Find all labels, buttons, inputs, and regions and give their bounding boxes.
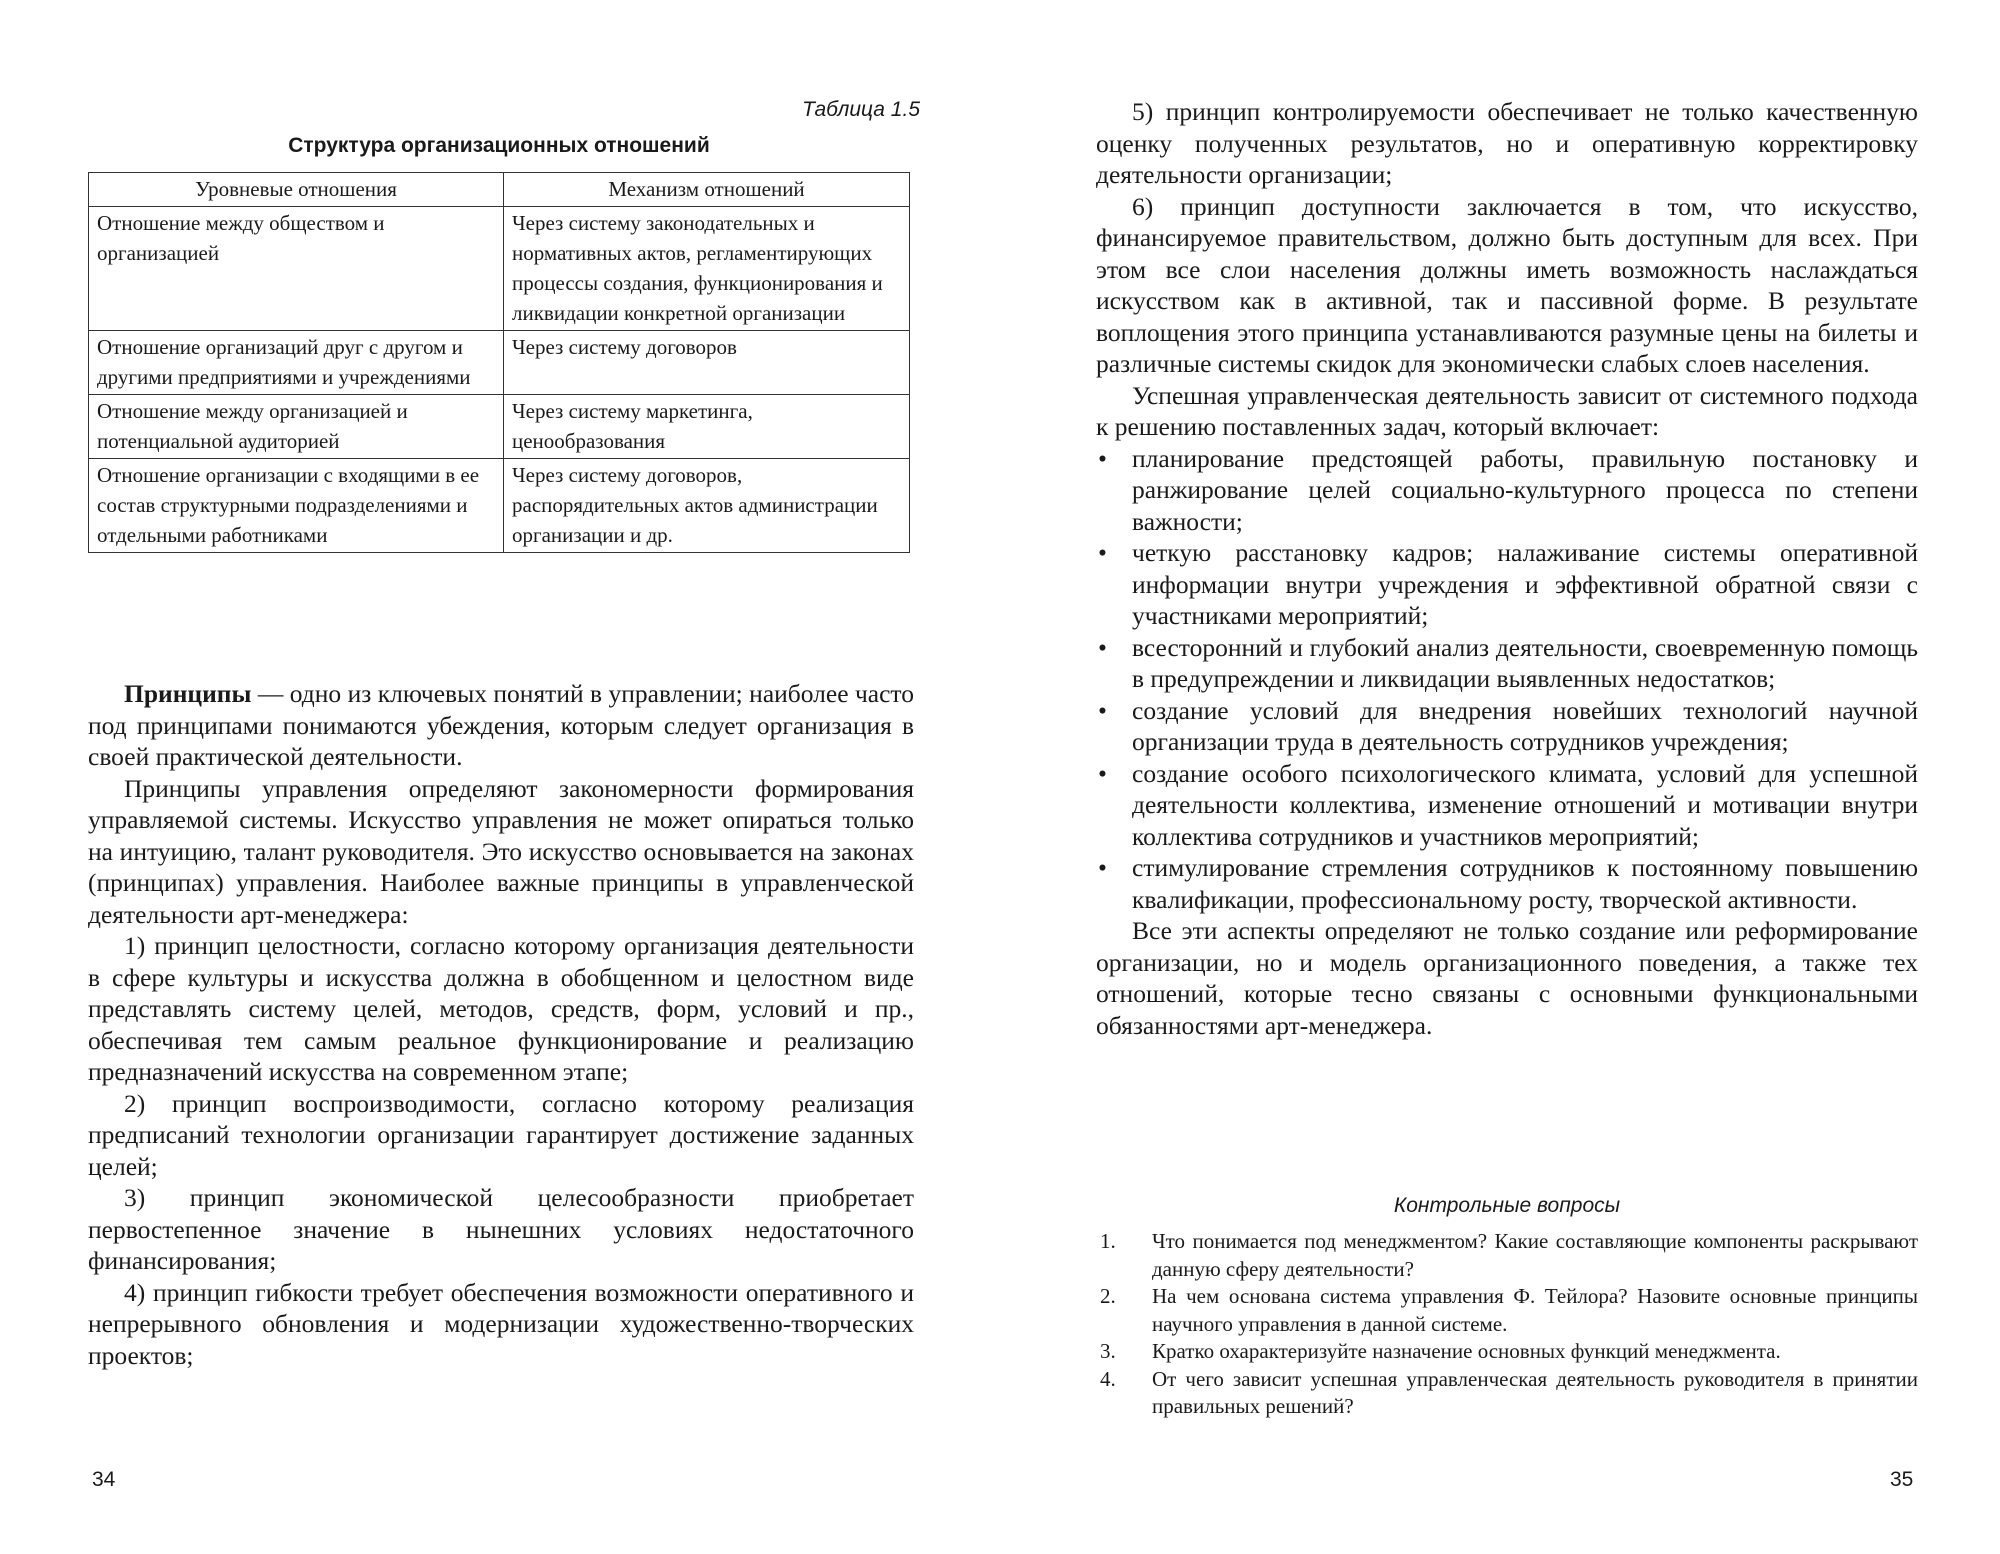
question-number: 3. — [1100, 1339, 1116, 1363]
list-item — [1096, 695, 1918, 758]
list-item-text: всесторонний и глубокий анализ деятельности, своевременную помощь в предупреждении и ликвидации выявленных недостатков; — [1132, 632, 1918, 693]
question-item — [1096, 1366, 1918, 1421]
question-number: 2. — [1100, 1284, 1116, 1308]
list-item-text: четкую расстановку кадров; налаживание системы оперативной информации внутри учреждения и эффективной обратной связи с участниками мероприятий; — [1132, 538, 1918, 630]
bullet-icon: • — [1098, 853, 1107, 882]
table-cell: Через систему маркетинга, ценообразования — [504, 395, 910, 459]
org-relations-table — [88, 172, 910, 553]
body-paragraph: Принципы управления определяют закономерности формирования управляемой системы. Искусство управления не может опираться только на интуицию, талант руководителя. Это искусство основывается на законах (принципах) управления. Наиболее важные принципы в управленческой деятельности арт-менеджера: — [88, 773, 914, 929]
table-cell: Отношение организаций друг с другом и другими предприятиями и учреждениями — [89, 331, 504, 395]
approach-bullet-list — [1096, 443, 1918, 916]
table-row — [89, 459, 910, 553]
bullet-icon: • — [1098, 758, 1107, 788]
list-item-text: стимулирование стремления сотрудников к постоянному повышению квалификации, профессиональному росту, творческой активности. — [1132, 853, 1918, 914]
question-number: 4. — [1100, 1366, 1116, 1391]
body-paragraph: Успешная управленческая деятельность зависит от системного подхода к решению поставленных задач, который включает: — [1096, 380, 1918, 441]
principles-paragraph — [88, 678, 914, 773]
body-paragraph: 3) принцип экономической целесообразности приобретает первостепенное значение в нынешних условиях недостаточного финансирования; — [88, 1183, 914, 1275]
right-page — [1000, 0, 2000, 1554]
table-header-cell: Механизм отношений — [504, 173, 910, 207]
list-item-text: планирование предстоящей работы, правильную постановку и ранжирование целей социально-культурного процесса по степени важности; — [1132, 443, 1918, 536]
body-paragraph: 1) принцип целостности, согласно которому организация деятельности в сфере культуры и искусства должна в обобщенном и целостном виде представлять систему целей, методов, средств, форм, условий и пр., обеспечивая тем самым реальное функционирование и реализацию предназначений искусства на современном этапе; — [88, 931, 914, 1086]
left-body-text — [88, 678, 914, 1371]
table-caption: Таблица 1.5 — [802, 98, 920, 121]
list-item — [1096, 537, 1918, 632]
table-row — [89, 207, 910, 331]
list-item — [1096, 758, 1918, 853]
table-cell: Через систему договоров, распорядительных актов администрации организации и др. — [504, 459, 910, 553]
bullet-icon: • — [1098, 632, 1107, 662]
list-item-text: создание особого психологического климата, условий для успешной деятельности коллектива, изменение отношений и мотивации внутри коллектива сотрудников и участников мероприятий; — [1132, 758, 1918, 851]
table-cell: Отношение организации с входящими в ее состав структурными подразделениями и отдельными работниками — [89, 459, 504, 553]
principles-definition: — одно из ключевых понятий в управлении; наиболее часто под принципами понимаются убеждения, которым следует организация в своей практической деятельности. — [88, 679, 914, 771]
table-cell: Отношение между обществом и организацией — [89, 207, 504, 331]
bullet-icon: • — [1098, 538, 1107, 567]
body-paragraph: 6) принцип доступности заключается в том, что искусство, финансируемое правительством, должно быть доступным для всех. При этом все слои населения должны иметь возможность наслаждаться искусством как в активной, так и пассивной форме. В результате воплощения этого принципа устанавливаются разумные цены на билеты и различные системы скидок для экономически слабых слоев населения. — [1096, 191, 1918, 378]
questions-title: Контрольные вопросы — [1393, 1194, 1621, 1217]
question-text: Что понимается под менеджментом? Какие составляющие компоненты раскрывают данную сферу деятельности? — [1152, 1229, 1918, 1281]
question-item — [1096, 1338, 1918, 1366]
table-header-cell: Уровневые отношения — [89, 173, 504, 207]
question-text: От чего зависит успешная управленческая деятельность руководителя в принятии правильных решений? — [1152, 1366, 1918, 1418]
table-cell: Через систему законодательных и нормативных актов, регламентирующих процессы создания, функционирования и ликвидации конкретной организации — [504, 207, 910, 331]
table-cell: Через систему договоров — [504, 331, 910, 395]
list-item-text: создание условий для внедрения новейших технологий научной организации труда в деятельность сотрудников учреждения; — [1132, 695, 1918, 756]
questions-list — [1096, 1228, 1918, 1421]
page-number: 35 — [1890, 1468, 1914, 1491]
body-paragraph: 4) принцип гибкости требует обеспечения возможности оперативного и непрерывного обновления и модернизации художественно-творческих проектов; — [88, 1277, 914, 1370]
principles-term: Принципы — [124, 679, 252, 708]
question-text: Кратко охарактеризуйте назначение основных функций менеджмента. — [1152, 1339, 1781, 1363]
body-paragraph: 2) принцип воспроизводимости, согласно которому реализация предписаний технологии организации гарантирует достижение заданных целей; — [88, 1088, 914, 1181]
table-row — [89, 331, 910, 395]
body-paragraph: 5) принцип контролируемости обеспечивает не только качественную оценку полученных результатов, но и оперативную корректировку деятельности организации; — [1096, 97, 1918, 189]
table-title: Структура организационных отношений — [288, 134, 710, 157]
right-body-text — [1096, 96, 1918, 1041]
question-item — [1096, 1228, 1918, 1283]
list-item — [1096, 852, 1918, 915]
body-paragraph: Все эти аспекты определяют не только создание или реформирование организации, но и модель организационного поведения, а также тех отношений, которые тесно связаны с основными функциональными обязанностями арт-менеджера. — [1096, 916, 1918, 1040]
question-item — [1096, 1283, 1918, 1338]
table-header-row — [89, 173, 910, 207]
table-cell: Отношение между организацией и потенциальной аудиторией — [89, 395, 504, 459]
page-number: 34 — [92, 1468, 116, 1491]
bullet-icon: • — [1098, 695, 1107, 725]
question-number: 1. — [1100, 1229, 1116, 1253]
question-text: На чем основана система управления Ф. Тейлора? Назовите основные принципы научного управления в данной системе. — [1152, 1284, 1918, 1336]
list-item — [1096, 443, 1918, 538]
list-item — [1096, 632, 1918, 695]
table-row — [89, 395, 910, 459]
bullet-icon: • — [1098, 443, 1107, 473]
